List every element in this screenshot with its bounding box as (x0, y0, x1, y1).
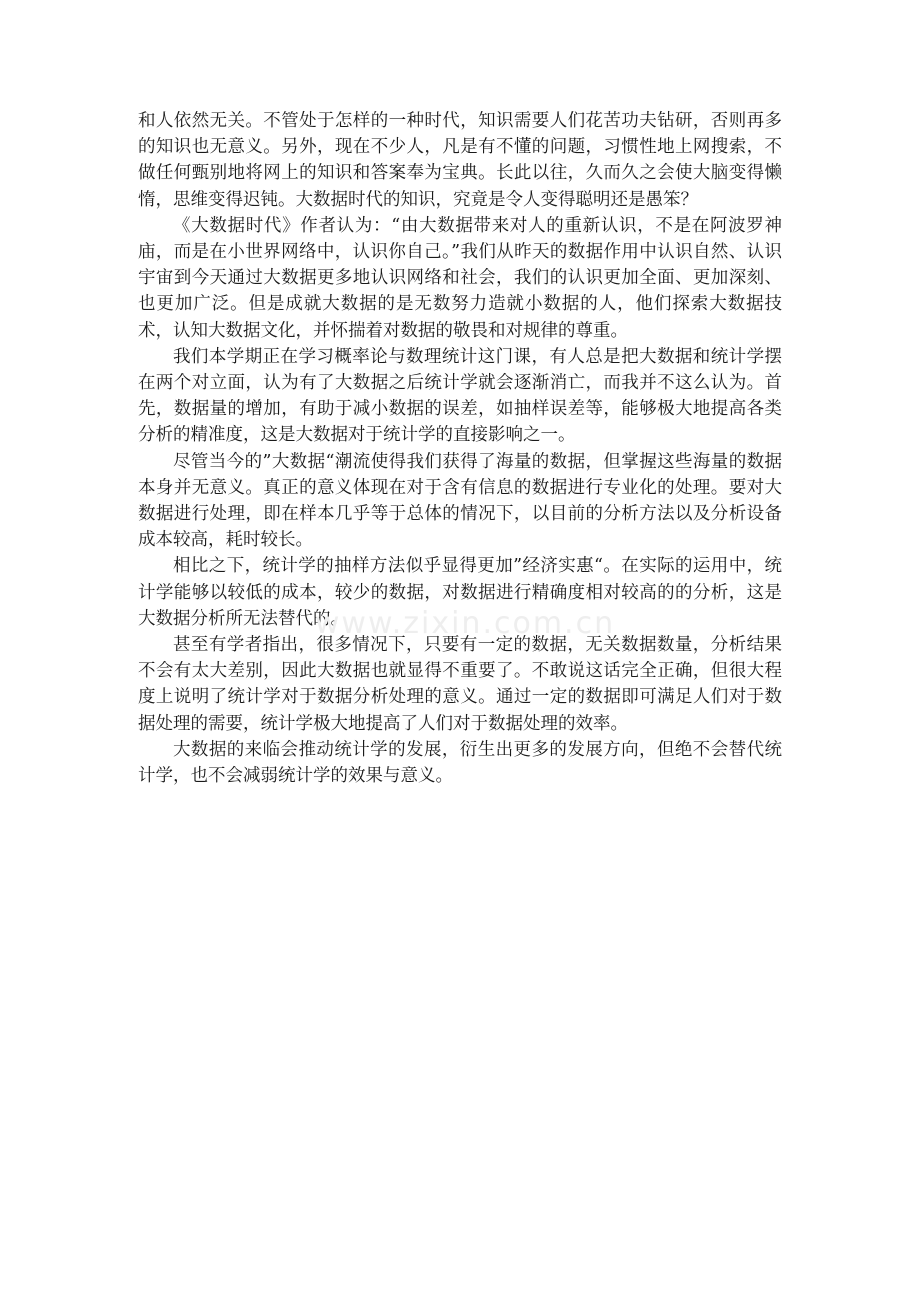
paragraph-7: 大数据的来临会推动统计学的发展，衍生出更多的发展方向，但绝不会替代统计学，也不会减弱统计学的效果与意义。 (138, 739, 782, 787)
document-body (138, 108, 782, 789)
paragraph-4: 尽管当今的”大数据“潮流使得我们获得了海量的数据，但掌握这些海量的数据本身并无意义。真正的意义体现在对于含有信息的数据进行专业化的处理。要对大数据进行处理，即在样本几乎等于总体的情况下，以目前的分析方法以及分析设备成本较高，耗时较长。 (138, 451, 782, 551)
paragraph-2: 《大数据时代》作者认为：“由大数据带来对人的重新认识，不是在阿波罗神庙，而是在小世界网络中，认识你自己。”我们从昨天的数据作用中认识自然、认识宇宙到今天通过大数据更多地认识网络和社会，我们的认识更加全面、更加深刻、也更加广泛。但是成就大数据的是无数努力造就小数据的人，他们探索大数据技术，认知大数据文化，并怀揣着对数据的敬畏和对规律的尊重。 (138, 215, 782, 341)
paragraph-3: 我们本学期正在学习概率论与数理统计这门课，有人总是把大数据和统计学摆在两个对立面，认为有了大数据之后统计学就会逐渐消亡，而我并不这么认为。首先，数据量的增加，有助于减小数据的误差，如抽样误差等，能够极大地提高各类分析的精准度，这是大数据对于统计学的直接影响之一。 (138, 346, 782, 446)
paragraph-6: 甚至有学者指出，很多情况下，只要有一定的数据，无关数据数量，分析结果不会有太大差别，因此大数据也就显得不重要了。不敢说这话完全正确，但很大程度上说明了统计学对于数据分析处理的意义。通过一定的数据即可满足人们对于数据处理的需要，统计学极大地提高了人们对于数据处理的效率。 (138, 635, 782, 734)
paragraph-5: 相比之下，统计学的抽样方法似乎显得更加”经济实惠“。在实际的运用中，统计学能够以较低的成本，较少的数据，对数据进行精确度相对较高的的分析，这是大数据分析所无法替代的。 (138, 556, 782, 629)
watermark-text: www.zixin.com.cn (314, 606, 616, 641)
paragraph-1: 和人依然无关。不管处于怎样的一种时代，知识需要人们花苦功夫钻研，否则再多的知识也无意义。另外，现在不少人，凡是有不懂的问题，习惯性地上网搜索，不做任何甄别地将网上的知识和答案奉为宝典。长此以往，久而久之会使大脑变得懒惰，思维变得迟钝。大数据时代的知识，究竟是令人变得聪明还是愚笨？ (138, 111, 782, 210)
